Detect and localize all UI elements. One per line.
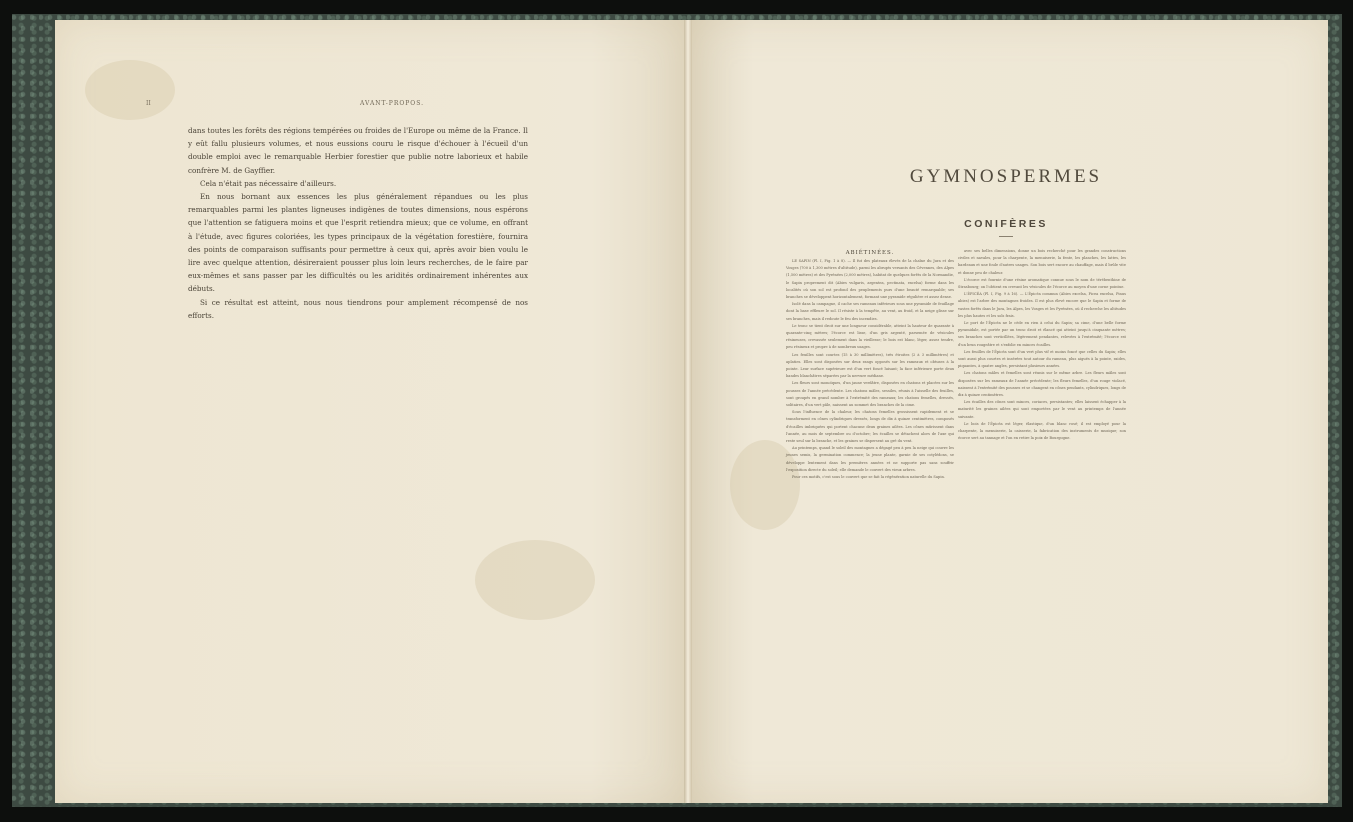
body-paragraph: Les feuilles de l'Épicéa sont d'un vert plus vif et moins foncé que celles du Sapin; elles sont aussi plus courtes et insérées tout autour du rameau, plus aiguës à la pointe, raides, piquantes, à quatre angles, persistant plusieurs années. xyxy=(958,349,1126,369)
foreword-text xyxy=(188,124,528,322)
body-paragraph: Les feuilles sont courtes (15 à 30 millimètres), très étroites (2 à 3 millimètres) et aplaties. Elles sont disposées sur deux rangs opposés sur les rameaux et obtuses à la pointe. Leur surface supérieure est d'un vert foncé luisant; la face inférieure porte deux bandes blanchâtres séparées par la nervure médiane. xyxy=(786,352,954,379)
foreword-paragraph: dans toutes les forêts des régions tempérées ou froides de l'Europe ou même de la France. Il y eût fallu plusieurs volumes, et nous eussions couru le risque d'échouer à l'écueil d'un double emploi avec le remarquable Herbier forestier que publie notre laborieux et habile confrère M. de Gayffier. xyxy=(188,126,528,175)
foreword-paragraph: Si ce résultat est atteint, nous nous tiendrons pour amplement récompensé de nos efforts. xyxy=(188,297,528,320)
foreword-paragraph: Cela n'était pas nécessaire d'ailleurs. xyxy=(200,178,337,188)
body-paragraph: L'écorce est fournie d'une résine aromatique connue sous le nom de térébenthine de Strasbourg; on l'obtient en crevant les vésicules de l'écorce au moyen d'une corne pointue. xyxy=(958,277,1126,290)
body-paragraph: Les écailles des cônes sont minces, coriaces, persistantes; elles laissent échapper à la maturité les graines ailées qui sont emportées par le vent au printemps de l'année suivante. xyxy=(958,400,1126,419)
body-paragraph: Sous l'influence de la chaleur, les chatons femelles grossissent rapidement et se transforment en cônes cylindriques dressés, longs de dix à quinze centimètres, composés d'écailles imbriquées qui portent chacune deux graines ailées. Les cônes mûrissent dans l'année, au mois de septembre ou d'octobre; les écailles se détachent alors de l'axe qui reste seul sur la branche, et les graines se dispersent au gré du vent. xyxy=(786,410,954,444)
body-paragraph: Au printemps, quand le soleil des montagnes a dégagé peu à peu la neige qui couvre les jeunes semis, la germination commence; la jeune plante, garnie de ses cotylédons, se développe lentement dans les premières années et ne supporte pas sans souffrir l'exposition directe du soleil; elle demande le couvert des vieux arbres. xyxy=(786,446,954,472)
title-rule xyxy=(999,236,1013,237)
body-paragraph: Les fleurs sont monoïques, d'un jaune verdâtre, disposées en chatons et placées sur les pousses de l'année précédente. Les chatons mâles, sessiles, réunis à l'aisselle des feuilles, sont groupés en grand nombre à l'extrémité des rameaux; les chatons femelles, dressés, solitaires, d'un vert pâle, naissent au sommet des branches de la cime. xyxy=(786,381,954,408)
foreword-paragraph: En nous bornant aux essences les plus généralement répandues ou les plus remarquables parmi les plantes ligneuses indigènes de toutes dimensions, nous espérons que l'attention se fatiguera moins et que l'esprit retiendra mieux; que ce volume, en offrant à l'étude, avec figures coloriées, les types principaux de la végétation forestière, fournira des points de comparaison suffisants pour permettre à ceux qui, après avoir bien voulu le lire avec quelque attention, désireraient pousser plus loin leurs recherches, de le faire par eux-mêmes et sans passer par les difficultés ou les aridités ordinairement inhérentes aux débuts. xyxy=(188,192,528,294)
page-number: II xyxy=(146,100,151,107)
running-head: AVANT-PROPOS. xyxy=(360,100,425,107)
text-column-left xyxy=(786,248,954,481)
body-paragraph: avec ses belles dimensions, donne un bois recherché pour les grandes constructions civiles et navales, pour la charpente, la menuiserie, la fente, les planches, les lattes, les bardeaux et une foule d'autres usages. Son bois sert encore au chauffage, mais il brûle vite et donne peu de chaleur. xyxy=(958,249,1126,275)
section-heading: ABIÉTINÉES. xyxy=(845,250,895,256)
body-paragraph: Le bois de l'Épicéa est léger, élastique, d'un blanc rosé; il est employé pour la charpente, la menuiserie, la caisserie, la fabrication des instruments de musique; son écorce sert au tannage et l'on en retire la poix de Bourgogne. xyxy=(958,421,1126,441)
text-column-right xyxy=(958,248,1126,442)
body-paragraph: L'ÉPICÉA (Pl. I, Fig. 9 à 16). — L'Épicéa commun (Abies excelsa, Picea excelsa, Pinus abies) est l'arbre des montagnes froides. Il est plus élevé encore que le Sapin et forme de vastes forêts dans le Jura, les Alpes, les Vosges et les Pyrénées, où il recherche les altitudes les plus hautes et les sols frais. xyxy=(958,292,1126,318)
body-paragraph: LE SAPIN (Pl. I, Fig. 1 à 8). — Il fut des plateaux élevés de la chaîne du Jura et des Vosges (700 à 1,300 mètres d'altitude), parmi les abrupts versants des Cévennes, des Alpes (1,500 mètres) et des Pyrénées (2,000 mètres), habitat de quelques forêts de la Normandie, le Sapin proprement dit (Abies vulgaris, argentea, pectinata, excelsa) forme dans les localités où son sol est profond des peuplements purs d'une beauté remarquable; ses branches se développent horizontalement, formant une pyramide régulière et assez dense. xyxy=(786,259,954,300)
body-paragraph: Le port de l'Épicéa ne le cède en rien à celui du Sapin; sa cime, d'une belle forme pyramidale, est portée par un tronc droit et élancé qui atteint jusqu'à cinquante mètres; ses branches sont verticillées, légèrement pendantes, relevées à l'extrémité; l'écorce est d'un brun rougeâtre et s'exfolie en minces écailles. xyxy=(958,321,1126,347)
body-paragraph: Pour ces motifs, c'est sous le couvert que se fait la régénération naturelle du Sapin. xyxy=(792,475,945,480)
chapter-title: GYMNOSPERMES xyxy=(909,166,1103,187)
body-paragraph: Les chatons mâles et femelles sont réunis sur le même arbre. Les fleurs mâles sont disposées sur les rameaux de l'année précédente; les fleurs femelles, d'un rouge violacé, naissent à l'extrémité des pousses et se changent en cônes pendants, cylindriques, longs de dix à quinze centimètres. xyxy=(958,371,1126,398)
chapter-subtitle: CONIFÈRES xyxy=(964,218,1048,230)
body-paragraph: Isolé dans la campagne, il cache ses rameaux inférieurs sous une pyramide de feuillage dont la base effleure le sol. Il résiste à la tempête, au vent, au froid, et la neige glisse sur ses branches, mais il redoute le feu des incendies. xyxy=(786,302,954,321)
book-gutter xyxy=(684,20,692,803)
body-paragraph: Le tronc se tient droit sur une longueur considérable, atteint la hauteur de quarante à quarante-cinq mètres; l'écorce est lisse, d'un gris argenté, parsemée de vésicules résineuses, crevassée seulement dans la vieillesse; le bois est blanc, léger, assez tendre, peu résineux et propre à de nombreux usages. xyxy=(786,323,954,350)
